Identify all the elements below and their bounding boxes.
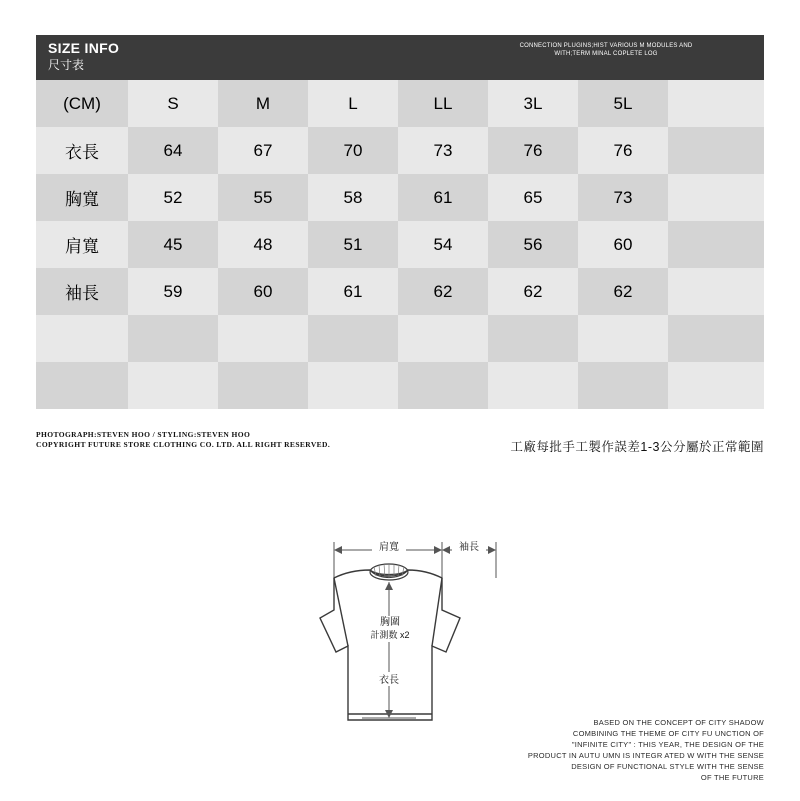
header-note-line-2: WITH;TERM MINAL COPLETE LOG: [554, 51, 658, 57]
brand-description-line-3: "INFINITE CITY" : THIS YEAR, THE DESIGN OF THE: [571, 740, 764, 749]
row-spacer: [668, 174, 764, 221]
header-note: [456, 42, 756, 58]
empty-cell: [668, 362, 764, 409]
cell-chest-l: 58: [308, 174, 398, 221]
cell-sleeve-ll: 62: [398, 268, 488, 315]
unit-label: (CM): [36, 80, 128, 127]
brand-description: [484, 717, 764, 783]
cell-shoulder-s: 45: [128, 221, 218, 268]
empty-cell: [218, 315, 308, 362]
empty-cell: [578, 315, 668, 362]
empty-cell: [398, 362, 488, 409]
cell-length-s: 64: [128, 127, 218, 174]
brand-description-line-4: PRODUCT IN AUTU UMN IS INTEGR ATED W WITH THE SENSE: [527, 751, 764, 760]
brand-description-line-6: OF THE FUTURE: [700, 773, 764, 782]
empty-cell: [308, 362, 398, 409]
cell-chest-m: 55: [218, 174, 308, 221]
measurement-diagram: [300, 520, 520, 740]
row-label-length: 衣長: [36, 127, 128, 174]
cell-length-m: 67: [218, 127, 308, 174]
table-row: [36, 221, 764, 268]
cell-chest-3l: 65: [488, 174, 578, 221]
empty-cell: [488, 315, 578, 362]
tolerance-note: 工廠每批手工製作誤差1-3公分屬於正常範圍: [510, 440, 764, 454]
brand-description-line-5: DESIGN OF FUNCTIONAL STYLE WITH THE SENSE: [571, 762, 764, 771]
page-title: SIZE INFO: [48, 40, 120, 56]
empty-cell: [36, 315, 128, 362]
column-header-m: M: [218, 80, 308, 127]
row-label-sleeve: 袖長: [36, 268, 128, 315]
column-header-5l: 5L: [578, 80, 668, 127]
credits-block: [36, 430, 330, 450]
row-label-shoulder: 肩寬: [36, 221, 128, 268]
table-header-spacer: [668, 80, 764, 127]
table-row: [36, 268, 764, 315]
empty-cell: [308, 315, 398, 362]
column-header-ll: LL: [398, 80, 488, 127]
cell-length-5l: 76: [578, 127, 668, 174]
size-chart-table: [36, 80, 764, 409]
row-spacer: [668, 127, 764, 174]
column-header-s: S: [128, 80, 218, 127]
empty-cell: [36, 362, 128, 409]
cell-chest-s: 52: [128, 174, 218, 221]
cell-sleeve-3l: 62: [488, 268, 578, 315]
cell-chest-5l: 73: [578, 174, 668, 221]
cell-length-ll: 73: [398, 127, 488, 174]
page-subtitle: 尺寸表: [48, 58, 85, 72]
cell-sleeve-s: 59: [128, 268, 218, 315]
table-row: [36, 127, 764, 174]
empty-cell: [578, 362, 668, 409]
diagram-label-length: 衣長: [379, 675, 399, 686]
size-info-header: [36, 35, 764, 80]
table-header-row: [36, 80, 764, 127]
credits-copyright: COPYRIGHT FUTURE STORE CLOTHING CO. LTD. ALL RIGHT RESERVED.: [36, 440, 331, 449]
table-row-empty: [36, 315, 764, 362]
cell-sleeve-5l: 62: [578, 268, 668, 315]
empty-cell: [128, 315, 218, 362]
cell-shoulder-5l: 60: [578, 221, 668, 268]
cell-length-3l: 76: [488, 127, 578, 174]
row-spacer: [668, 221, 764, 268]
empty-cell: [668, 315, 764, 362]
cell-sleeve-l: 61: [308, 268, 398, 315]
column-header-3l: 3L: [488, 80, 578, 127]
empty-cell: [128, 362, 218, 409]
column-header-l: L: [308, 80, 398, 127]
table-row-empty: [36, 362, 764, 409]
cell-shoulder-ll: 54: [398, 221, 488, 268]
header-note-line-1: CONNECTION PLUGINS;HIST VARIOUS M MODULES AND: [519, 43, 693, 49]
cell-shoulder-m: 48: [218, 221, 308, 268]
row-label-chest: 胸寬: [36, 174, 128, 221]
cell-shoulder-3l: 56: [488, 221, 578, 268]
credits-photograph-styling: PHOTOGRAPH:STEVEN HOO / STYLING:STEVEN HOO: [36, 430, 251, 439]
tshirt-diagram-svg: [300, 520, 520, 740]
empty-cell: [488, 362, 578, 409]
brand-description-line-1: BASED ON THE CONCEPT OF CITY SHADOW: [593, 718, 764, 727]
cell-sleeve-m: 60: [218, 268, 308, 315]
cell-shoulder-l: 51: [308, 221, 398, 268]
table-row: [36, 174, 764, 221]
empty-cell: [398, 315, 488, 362]
diagram-label-shoulder: 肩寬: [379, 542, 399, 553]
cell-length-l: 70: [308, 127, 398, 174]
brand-description-line-2: COMBINING THE THEME OF CITY FU UNCTION OF: [572, 729, 764, 738]
cell-chest-ll: 61: [398, 174, 488, 221]
diagram-label-chest-multiplier: 計測数 x2: [370, 630, 410, 640]
row-spacer: [668, 268, 764, 315]
empty-cell: [218, 362, 308, 409]
diagram-label-chest: 胸圍: [380, 617, 400, 628]
diagram-label-sleeve: 袖長: [459, 542, 479, 553]
